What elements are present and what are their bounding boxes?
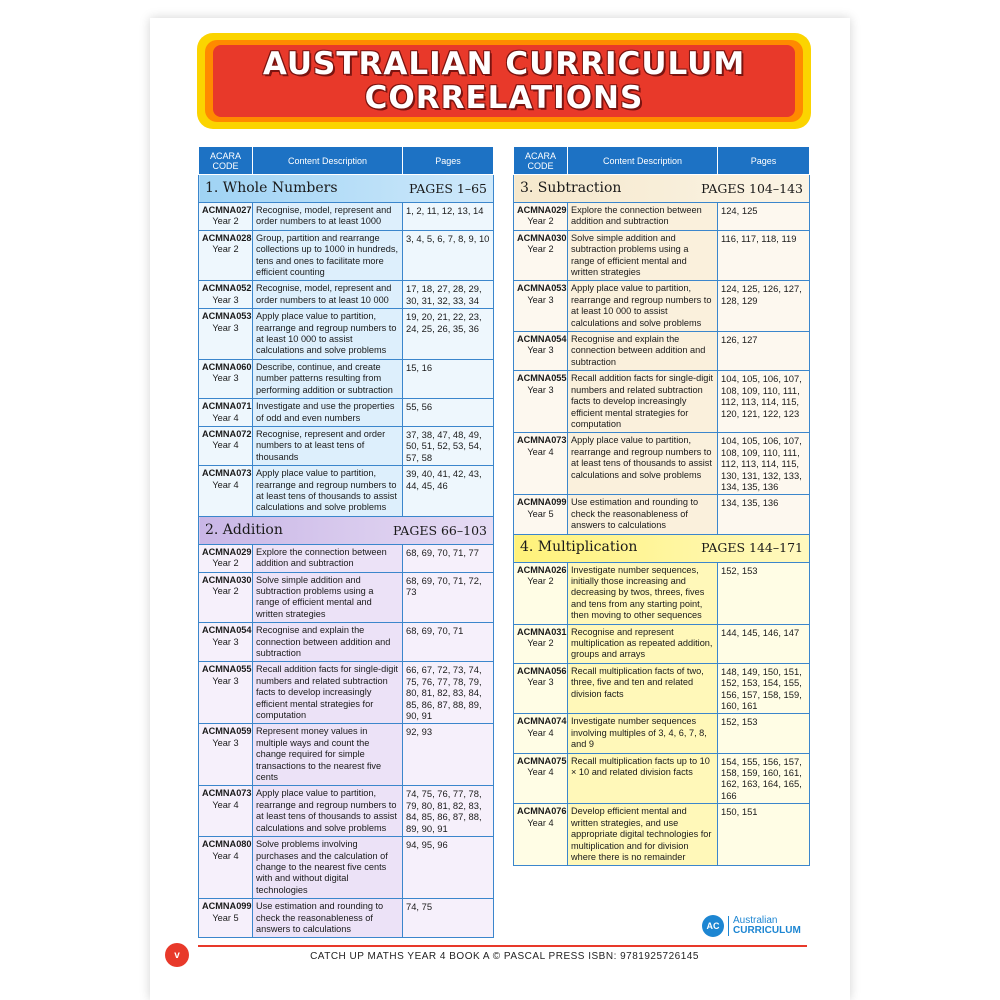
year-level: Year 3 xyxy=(527,677,554,688)
acara-code: ACMNA026 xyxy=(517,564,567,575)
content-description: Investigate number sequences, initially those increasing and decreasing by twos, threes, fives and tens from any starting point, then moving to other sequences xyxy=(568,562,718,624)
year-level: Year 2 xyxy=(527,638,554,648)
content-description: Investigate number sequences involving multiples of 3, 4, 6, 7, 8, and 9 xyxy=(568,714,718,753)
page-numbers: 92, 93 xyxy=(403,724,494,786)
section-heading xyxy=(514,534,810,562)
content-description: Investigate and use the properties of odd and even numbers xyxy=(253,399,403,427)
page-numbers: 134, 135, 136 xyxy=(718,495,810,534)
page-numbers: 37, 38, 47, 48, 49, 50, 51, 52, 53, 54, 57, 58 xyxy=(403,426,494,465)
page-numbers: 104, 105, 106, 107, 108, 109, 110, 111, 112, 113, 114, 115, 130, 131, 132, 133, 134, 135, 136 xyxy=(718,433,810,495)
page-numbers: 74, 75 xyxy=(403,899,494,938)
table-row xyxy=(199,426,494,465)
acara-code: ACMNA074 xyxy=(517,716,567,727)
acara-code-cell xyxy=(199,281,253,309)
acara-code-cell xyxy=(199,309,253,360)
content-description: Recognise and explain the connection between addition and subtraction xyxy=(253,623,403,662)
year-level: Year 4 xyxy=(527,727,554,738)
acara-code: ACMNA055 xyxy=(202,664,252,675)
year-level: Year 3 xyxy=(212,294,239,305)
acara-code: ACMNA072 xyxy=(202,428,252,439)
acara-code: ACMNA031 xyxy=(517,626,567,637)
acara-code: ACMNA080 xyxy=(202,839,252,850)
page-numbers: 68, 69, 70, 71, 77 xyxy=(403,544,494,572)
acara-code: ACMNA054 xyxy=(202,625,252,636)
content-description: Recognise and explain the connection between addition and subtraction xyxy=(568,332,718,371)
acara-code: ACMNA099 xyxy=(202,901,252,912)
page-numbers: 150, 151 xyxy=(718,804,810,866)
table-row xyxy=(514,230,810,281)
acara-code: ACMNA055 xyxy=(517,373,567,384)
ac-logo-line2: CURRICULUM xyxy=(733,925,801,936)
page-numbers: 104, 105, 106, 107, 108, 109, 110, 111, 112, 113, 114, 115, 120, 121, 122, 123 xyxy=(718,371,810,433)
acara-code: ACMNA054 xyxy=(517,334,567,345)
section-heading-row xyxy=(514,534,810,562)
year-level: Year 4 xyxy=(527,446,554,457)
acara-code-cell xyxy=(199,899,253,938)
table-row xyxy=(199,662,494,724)
acara-code-cell xyxy=(514,562,568,624)
section-heading-wrap xyxy=(520,539,803,556)
page-numbers: 154, 155, 156, 157, 158, 159, 160, 161, 162, 163, 164, 165, 166 xyxy=(718,753,810,804)
table-row xyxy=(514,663,810,714)
year-level: Year 4 xyxy=(212,799,239,810)
content-description: Recognise, represent and order numbers to at least tens of thousands xyxy=(253,426,403,465)
header-pages: Pages xyxy=(403,147,494,175)
title-banner-mid xyxy=(205,40,803,122)
year-level: Year 4 xyxy=(212,412,239,423)
acara-code: ACMNA076 xyxy=(517,806,567,817)
acara-code: ACMNA028 xyxy=(202,232,252,243)
section-heading xyxy=(514,175,810,203)
year-level: Year 2 xyxy=(527,244,554,255)
acara-code-cell xyxy=(514,804,568,866)
australian-curriculum-logo xyxy=(702,915,801,937)
acara-code-cell xyxy=(199,399,253,427)
acara-code: ACMNA099 xyxy=(517,497,567,508)
acara-code-cell xyxy=(514,230,568,281)
page-numbers: 94, 95, 96 xyxy=(403,837,494,899)
year-level: Year 3 xyxy=(212,675,239,686)
table-row xyxy=(514,714,810,753)
section-pages: PAGES 104–143 xyxy=(701,180,803,196)
left-column xyxy=(198,146,493,938)
table-row xyxy=(199,544,494,572)
page-number-badge: v xyxy=(165,943,189,967)
year-level: Year 2 xyxy=(212,558,239,569)
content-description: Describe, continue, and create number patterns resulting from performing addition or subtraction xyxy=(253,359,403,398)
right-correlation-table xyxy=(513,146,810,866)
title-line-2: CORRELATIONS xyxy=(364,80,644,116)
table-row xyxy=(199,466,494,517)
section-multiplication xyxy=(514,534,810,866)
section-name: 1. Whole Numbers xyxy=(205,179,338,196)
table-row xyxy=(199,837,494,899)
section-heading xyxy=(199,516,494,544)
content-description: Recall addition facts for single-digit numbers and related subtraction facts to develop increasingly efficient mental strategies for computation xyxy=(253,662,403,724)
header-pages: Pages xyxy=(718,147,810,175)
content-description: Use estimation and rounding to check the reasonableness of answers to calculations xyxy=(253,899,403,938)
content-description: Explore the connection between addition and subtraction xyxy=(253,544,403,572)
year-level: Year 4 xyxy=(212,850,239,861)
year-level: Year 2 xyxy=(212,216,239,227)
page-numbers: 152, 153 xyxy=(718,562,810,624)
ac-logo-line1: Australian xyxy=(733,915,778,926)
ac-logo-text xyxy=(728,916,801,936)
year-level: Year 3 xyxy=(527,345,554,356)
acara-code-cell xyxy=(514,663,568,714)
content-description: Apply place value to partition, rearrange and regroup numbers to at least 10 000 to assist calculations and solve problems xyxy=(253,309,403,360)
acara-code-cell xyxy=(514,495,568,534)
acara-code-cell xyxy=(199,359,253,398)
footer-divider xyxy=(198,945,807,947)
acara-code-cell xyxy=(199,544,253,572)
acara-code: ACMNA027 xyxy=(202,205,252,215)
acara-code-cell xyxy=(199,662,253,724)
acara-code-cell xyxy=(514,753,568,804)
table-row xyxy=(514,753,810,804)
table-row xyxy=(199,203,494,231)
page-numbers: 152, 153 xyxy=(718,714,810,753)
page-numbers: 144, 145, 146, 147 xyxy=(718,624,810,663)
acara-code: ACMNA056 xyxy=(517,665,567,676)
section-whole-numbers xyxy=(199,175,494,517)
table-row xyxy=(199,309,494,360)
right-table-header xyxy=(514,147,810,175)
acara-code: ACMNA030 xyxy=(202,574,252,585)
content-description: Recognise, model, represent and order numbers to at least 10 000 xyxy=(253,281,403,309)
content-description: Group, partition and rearrange collections up to 1000 in hundreds, tens and ones to facilitate more efficient counting xyxy=(253,230,403,281)
content-description: Apply place value to partition, rearrange and regroup numbers to at least tens of thousands to assist calculations and solve problems xyxy=(568,433,718,495)
section-heading-row xyxy=(514,175,810,203)
year-level: Year 2 xyxy=(212,244,239,255)
year-level: Year 3 xyxy=(527,294,554,305)
acara-code-cell xyxy=(514,433,568,495)
year-level: Year 3 xyxy=(212,373,239,384)
acara-code-cell xyxy=(514,281,568,332)
content-description: Recall addition facts for single-digit numbers and related subtraction facts to develop increasingly efficient mental strategies for computation xyxy=(568,371,718,433)
section-heading-row xyxy=(199,516,494,544)
acara-code: ACMNA060 xyxy=(202,361,252,372)
year-level: Year 4 xyxy=(212,440,239,451)
page-numbers: 74, 75, 76, 77, 78, 79, 80, 81, 82, 83, 84, 85, 86, 87, 88, 89, 90, 91 xyxy=(403,786,494,837)
acara-code-cell xyxy=(199,623,253,662)
year-level: Year 3 xyxy=(212,737,239,748)
page-numbers: 3, 4, 5, 6, 7, 8, 9, 10 xyxy=(403,230,494,281)
table-row xyxy=(514,804,810,866)
content-description: Recognise, model, represent and order numbers to at least 1000 xyxy=(253,203,403,231)
section-name: 2. Addition xyxy=(205,521,283,538)
header-code: ACARA CODE xyxy=(514,147,568,175)
header-desc: Content Description xyxy=(253,147,403,175)
acara-code-cell xyxy=(199,786,253,837)
left-correlation-table xyxy=(198,146,494,938)
page-numbers: 15, 16 xyxy=(403,359,494,398)
acara-code: ACMNA053 xyxy=(202,311,252,322)
acara-code: ACMNA053 xyxy=(517,283,567,294)
content-description: Represent money values in multiple ways and count the change required for simple transactions to the nearest five cents xyxy=(253,724,403,786)
page-numbers: 124, 125, 126, 127, 128, 129 xyxy=(718,281,810,332)
year-level: Year 3 xyxy=(212,636,239,647)
header-code: ACARA CODE xyxy=(199,147,253,175)
content-description: Recognise and represent multiplication as repeated addition, groups and arrays xyxy=(568,624,718,663)
section-pages: PAGES 144–171 xyxy=(701,540,803,556)
acara-code-cell xyxy=(199,466,253,517)
section-subtraction xyxy=(514,175,810,535)
page-numbers: 68, 69, 70, 71 xyxy=(403,623,494,662)
section-heading-row xyxy=(199,175,494,203)
table-row xyxy=(199,230,494,281)
section-pages: PAGES 66–103 xyxy=(393,522,487,538)
content-description: Apply place value to partition, rearrange and regroup numbers to at least 10 000 to assist calculations and solve problems xyxy=(568,281,718,332)
acara-code: ACMNA073 xyxy=(517,435,567,446)
page-numbers: 68, 69, 70, 71, 72, 73 xyxy=(403,572,494,623)
title-banner xyxy=(197,33,811,129)
content-description: Explore the connection between addition and subtraction xyxy=(568,203,718,231)
page-numbers: 124, 125 xyxy=(718,203,810,231)
table-row xyxy=(514,281,810,332)
table-row xyxy=(514,371,810,433)
acara-code: ACMNA073 xyxy=(202,788,252,799)
year-level: Year 5 xyxy=(527,508,554,519)
section-pages: PAGES 1–65 xyxy=(408,180,487,196)
year-level: Year 4 xyxy=(212,479,239,490)
section-name: 4. Multiplication xyxy=(520,539,638,556)
content-description: Use estimation and rounding to check the reasonableness of answers to calculations xyxy=(568,495,718,534)
content-description: Develop efficient mental and written strategies, and use appropriate digital technologies for multiplication and for division where there is no remainder xyxy=(568,804,718,866)
section-heading-wrap xyxy=(205,179,487,196)
acara-code: ACMNA059 xyxy=(202,726,252,737)
page-numbers: 148, 149, 150, 151, 152, 153, 154, 155, 156, 157, 158, 159, 160, 161 xyxy=(718,663,810,714)
year-level: Year 3 xyxy=(212,322,239,333)
year-level: Year 5 xyxy=(212,912,239,923)
title-line-1: AUSTRALIAN CURRICULUM xyxy=(262,46,746,82)
section-heading xyxy=(199,175,494,203)
table-row xyxy=(199,359,494,398)
section-heading-wrap xyxy=(520,179,803,196)
content-description: Solve problems involving purchases and the calculation of change to the nearest five cents with and without digital technologies xyxy=(253,837,403,899)
acara-code-cell xyxy=(514,332,568,371)
content-description: Recall multiplication facts up to 10 × 10 and related division facts xyxy=(568,753,718,804)
table-row xyxy=(514,562,810,624)
acara-code-cell xyxy=(199,837,253,899)
content-description: Solve simple addition and subtraction problems using a range of efficient mental and written strategies xyxy=(253,572,403,623)
title-banner-inner xyxy=(213,45,795,117)
content-description: Solve simple addition and subtraction problems using a range of efficient mental and written strategies xyxy=(568,230,718,281)
table-row xyxy=(199,899,494,938)
table-row xyxy=(514,624,810,663)
table-row xyxy=(199,399,494,427)
page-numbers: 116, 117, 118, 119 xyxy=(718,230,810,281)
page-numbers: 39, 40, 41, 42, 43, 44, 45, 46 xyxy=(403,466,494,517)
right-column xyxy=(513,146,809,866)
acara-code: ACMNA052 xyxy=(202,283,252,294)
table-row xyxy=(199,572,494,623)
year-level: Year 2 xyxy=(212,585,239,596)
year-level: Year 4 xyxy=(527,817,554,828)
header-desc: Content Description xyxy=(568,147,718,175)
page-numbers: 55, 56 xyxy=(403,399,494,427)
acara-code: ACMNA075 xyxy=(517,755,567,766)
page-numbers: 17, 18, 27, 28, 29, 30, 31, 32, 33, 34 xyxy=(403,281,494,309)
year-level: Year 2 xyxy=(527,216,554,227)
year-level: Year 3 xyxy=(527,384,554,395)
acara-code-cell xyxy=(199,203,253,231)
year-level: Year 2 xyxy=(527,575,554,586)
table-row xyxy=(514,332,810,371)
acara-code: ACMNA073 xyxy=(202,468,252,479)
page-numbers: 126, 127 xyxy=(718,332,810,371)
page-numbers: 66, 67, 72, 73, 74, 75, 76, 77, 78, 79, 80, 81, 82, 83, 84, 85, 86, 87, 88, 89, 90, 91 xyxy=(403,662,494,724)
table-row xyxy=(514,203,810,231)
left-table-header xyxy=(199,147,494,175)
section-addition xyxy=(199,516,494,938)
ac-logo-icon: AC xyxy=(702,915,724,937)
footer-credits: CATCH UP MATHS YEAR 4 BOOK A © PASCAL PRESS ISBN: 9781925726145 xyxy=(310,951,699,962)
acara-code: ACMNA029 xyxy=(202,546,252,557)
content-description: Apply place value to partition, rearrange and regroup numbers to at least tens of thousands to assist calculations and solve problems xyxy=(253,466,403,517)
section-heading-wrap xyxy=(205,521,487,538)
year-level: Year 4 xyxy=(527,767,554,778)
acara-code-cell xyxy=(199,724,253,786)
content-description: Recall multiplication facts of two, three, five and ten and related division facts xyxy=(568,663,718,714)
acara-code-cell xyxy=(199,426,253,465)
acara-code: ACMNA071 xyxy=(202,401,252,412)
page-numbers: 1, 2, 11, 12, 13, 14 xyxy=(403,203,494,231)
section-name: 3. Subtraction xyxy=(520,179,622,196)
page-numbers: 19, 20, 21, 22, 23, 24, 25, 26, 35, 36 xyxy=(403,309,494,360)
table-row xyxy=(514,495,810,534)
table-row xyxy=(199,623,494,662)
acara-code-cell xyxy=(514,714,568,753)
acara-code: ACMNA030 xyxy=(517,232,567,243)
acara-code-cell xyxy=(514,371,568,433)
table-row xyxy=(199,724,494,786)
table-row xyxy=(199,281,494,309)
acara-code: ACMNA029 xyxy=(517,205,567,215)
acara-code-cell xyxy=(199,572,253,623)
content-description: Apply place value to partition, rearrange and regroup numbers to at least tens of thousands to assist calculations and solve problems xyxy=(253,786,403,837)
acara-code-cell xyxy=(514,203,568,231)
table-row xyxy=(514,433,810,495)
acara-code-cell xyxy=(199,230,253,281)
table-row xyxy=(199,786,494,837)
acara-code-cell xyxy=(514,624,568,663)
